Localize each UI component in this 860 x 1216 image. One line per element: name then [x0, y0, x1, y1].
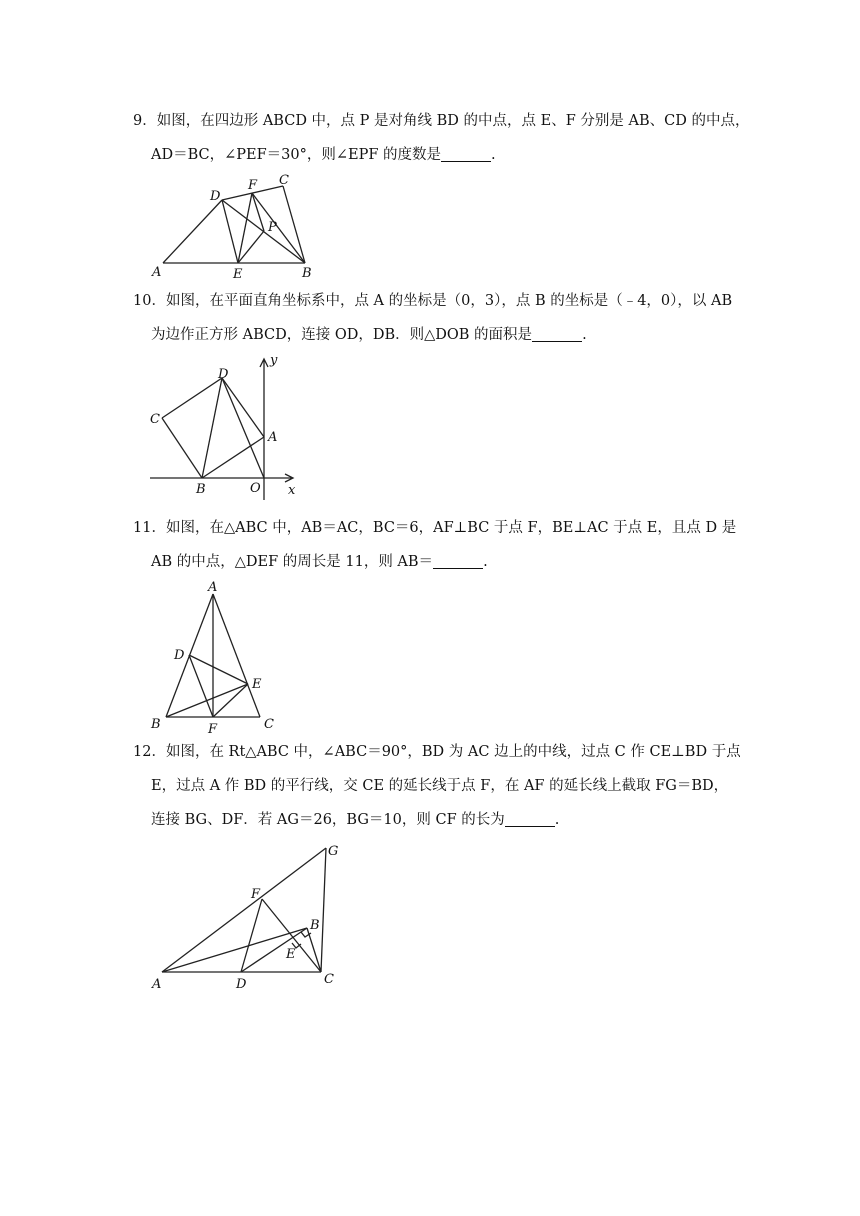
fig10-label-b: B — [196, 482, 206, 497]
fig9-label-e: E — [233, 267, 243, 282]
fig9-label-f: F — [248, 178, 258, 193]
fig11-label-b: B — [151, 717, 161, 732]
fig11-label-c: C — [264, 717, 274, 732]
fig12-label-e: E — [286, 947, 296, 962]
fig11-label-f: F — [208, 722, 218, 737]
fig9-label-a: A — [152, 265, 162, 280]
fig9-label-d: D — [210, 189, 221, 204]
question-12-tail: . — [554, 812, 560, 828]
question-12-line-1: 12．如图，在 Rt△ABC 中，∠ABC＝90°，BD 为 AC 边上的中线，过点 C 作 CE⊥BD 于点 — [133, 744, 741, 760]
question-10-tail: . — [582, 327, 587, 343]
question-10-line-1: 10．如图，在平面直角坐标系中，点 A 的坐标是（0，3），点 B 的坐标是（﹣4，0），以 AB — [133, 293, 733, 309]
fig9-label-c: C — [279, 173, 289, 188]
question-11-line-2-text: AB 的中点，△DEF 的周长是 11，则 AB＝ — [151, 554, 434, 570]
fig12-label-c: C — [324, 972, 334, 987]
fig10-label-o: O — [250, 481, 261, 496]
question-12-line-2: E，过点 A 作 BD 的平行线，交 CE 的延长线于点 F，在 AF 的延长线上截取 FG＝BD， — [151, 778, 729, 794]
question-10-line-2-text: 为边作正方形 ABCD，连接 OD，DB．则△DOB 的面积是 — [151, 327, 533, 343]
question-11-tail: . — [483, 554, 488, 570]
fig12-segment-gc — [321, 848, 326, 972]
question-9-line-1: 9．如图，在四边形 ABCD 中，点 P 是对角线 BD 的中点，点 E、F 分别是 AB、CD 的中点， — [133, 113, 750, 129]
fig10-label-c: C — [150, 412, 160, 427]
fig11-label-d: D — [174, 648, 185, 663]
question-12-line-3-text: 连接 BG、DF．若 AG＝26，BG＝10，则 CF 的长为 — [151, 812, 505, 828]
fig11-label-a: A — [208, 580, 218, 595]
question-9-line-2-text: AD＝BC，∠PEF＝30°，则∠EPF 的度数是 — [151, 147, 442, 163]
fig10-label-a: A — [268, 430, 278, 445]
fig12-label-d: D — [236, 977, 247, 992]
fig10-label-x: x — [288, 483, 296, 498]
fig12-label-g: G — [328, 844, 339, 859]
fig9-label-p: P — [268, 220, 277, 235]
fig10-label-y: y — [270, 353, 278, 368]
question-9-tail: . — [491, 147, 496, 163]
fig12-median-bd — [241, 928, 307, 972]
fig12-label-a: A — [152, 977, 162, 992]
question-11-line-1: 11．如图，在△ABC 中，AB＝AC，BC＝6，AF⊥BC 于点 F，BE⊥AC 于点 E，且点 D 是 — [133, 520, 737, 536]
fig12-segment-ag — [162, 848, 326, 972]
fig11-label-e: E — [252, 677, 262, 692]
fig12-label-b: B — [310, 918, 320, 933]
fig10-label-d: D — [218, 367, 229, 382]
fig9-label-b: B — [302, 266, 312, 281]
fig12-label-f: F — [251, 887, 261, 902]
